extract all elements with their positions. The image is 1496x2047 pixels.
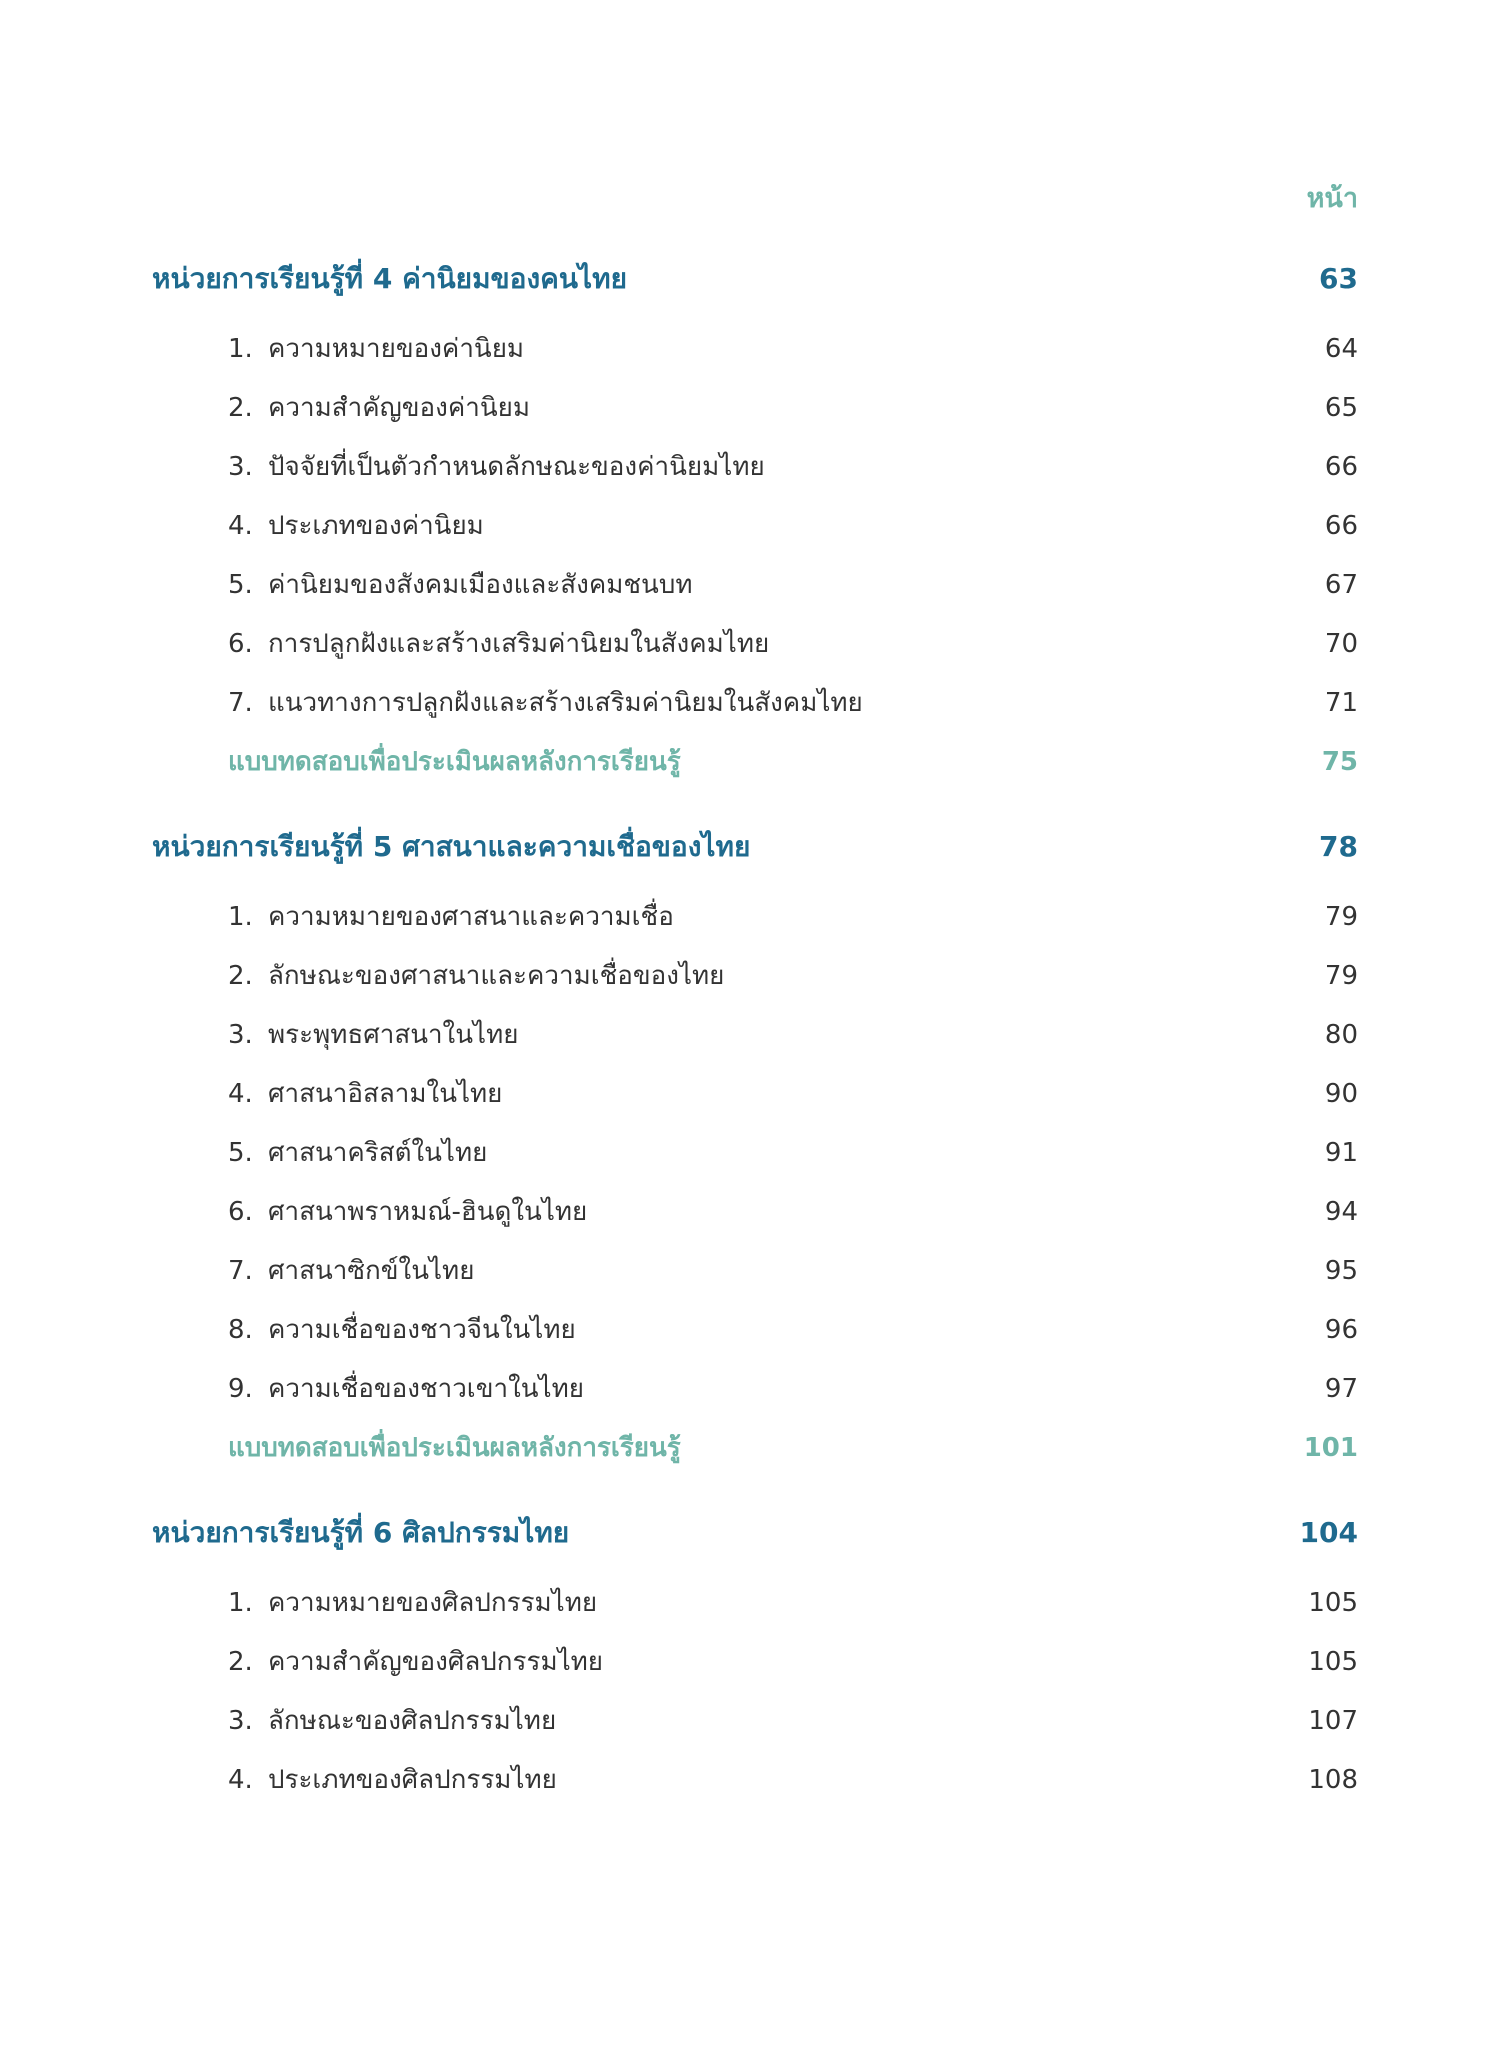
toc-entry[interactable] <box>152 674 1358 733</box>
entry-page: 105 <box>1308 1647 1358 1677</box>
entry-number: 5. <box>228 570 253 600</box>
entry-number: 4. <box>228 1765 253 1795</box>
toc-entry[interactable] <box>152 1751 1358 1810</box>
entry-text: ลักษณะของศิลปกรรมไทย <box>268 1706 557 1736</box>
assessment-page: 75 <box>1321 747 1358 777</box>
unit-title: หน่วยการเรียนรู้ที่ 4 ค่านิยมของคนไทย <box>152 262 627 295</box>
toc-entry[interactable] <box>152 1124 1358 1183</box>
entry-page: 70 <box>1324 629 1358 659</box>
entry-text: แนวทางการปลูกฝังและสร้างเสริมค่านิยมในสังคมไทย <box>268 688 863 718</box>
entry-page: 91 <box>1324 1138 1358 1168</box>
entry-number: 2. <box>228 1647 253 1677</box>
entry-text: ความหมายของค่านิยม <box>268 334 525 364</box>
entry-text: ความเชื่อของชาวจีนในไทย <box>268 1315 576 1345</box>
entry-text: ความสำคัญของศิลปกรรมไทย <box>268 1647 604 1677</box>
unit-title: หน่วยการเรียนรู้ที่ 5 ศาสนาและความเชื่อของไทย <box>152 830 751 863</box>
toc-entry[interactable] <box>152 556 1358 615</box>
entry-number: 3. <box>228 452 253 482</box>
entry-number: 2. <box>228 393 253 423</box>
entry-number: 1. <box>228 334 253 364</box>
entry-text: ความหมายของศิลปกรรมไทย <box>268 1588 598 1618</box>
entry-number: 2. <box>228 961 253 991</box>
entry-page: 90 <box>1324 1079 1358 1109</box>
entry-page: 97 <box>1324 1374 1358 1404</box>
entry-text: ศาสนาอิสลามในไทย <box>268 1079 503 1109</box>
entry-number: 3. <box>228 1020 253 1050</box>
page-column-label: หน้า <box>1306 183 1358 214</box>
entry-page: 65 <box>1324 393 1358 423</box>
unit-5 <box>152 818 1358 1478</box>
entry-page: 67 <box>1324 570 1358 600</box>
assessment-entry[interactable] <box>152 1419 1358 1478</box>
toc-entry[interactable] <box>152 1301 1358 1360</box>
entry-text: ค่านิยมของสังคมเมืองและสังคมชนบท <box>268 570 693 600</box>
toc-entry[interactable] <box>152 1360 1358 1419</box>
toc-entry[interactable] <box>152 1574 1358 1633</box>
entry-number: 1. <box>228 1588 253 1618</box>
entry-number: 6. <box>228 1197 253 1227</box>
entry-page: 95 <box>1324 1256 1358 1286</box>
entry-number: 4. <box>228 1079 253 1109</box>
entry-page: 66 <box>1324 511 1358 541</box>
unit-4 <box>152 250 1358 792</box>
unit-title: หน่วยการเรียนรู้ที่ 6 ศิลปกรรมไทย <box>152 1516 570 1549</box>
toc-entry[interactable] <box>152 1183 1358 1242</box>
unit-page: 63 <box>1319 262 1358 295</box>
toc-entry[interactable] <box>152 615 1358 674</box>
entry-number: 8. <box>228 1315 253 1345</box>
assessment-text: แบบทดสอบเพื่อประเมินผลหลังการเรียนรู้ <box>228 1433 681 1463</box>
entry-number: 7. <box>228 688 253 718</box>
toc-entry[interactable] <box>152 947 1358 1006</box>
entry-number: 3. <box>228 1706 253 1736</box>
entry-page: 105 <box>1308 1588 1358 1618</box>
assessment-entry[interactable] <box>152 733 1358 792</box>
toc-entry[interactable] <box>152 379 1358 438</box>
entry-number: 5. <box>228 1138 253 1168</box>
toc-entry[interactable] <box>152 1006 1358 1065</box>
toc-entry[interactable] <box>152 320 1358 379</box>
toc-entry[interactable] <box>152 1242 1358 1301</box>
table-of-contents <box>152 250 1358 1836</box>
unit-page: 78 <box>1319 830 1358 863</box>
unit-header[interactable] <box>152 818 1358 876</box>
entry-page: 108 <box>1308 1765 1358 1795</box>
unit-header[interactable] <box>152 250 1358 308</box>
entry-text: ศาสนาพราหมณ์-ฮินดูในไทย <box>268 1197 588 1227</box>
entry-page: 96 <box>1324 1315 1358 1345</box>
entry-text: ความเชื่อของชาวเขาในไทย <box>268 1374 584 1404</box>
entry-text: ศาสนาคริสต์ในไทย <box>268 1138 488 1168</box>
assessment-text: แบบทดสอบเพื่อประเมินผลหลังการเรียนรู้ <box>228 747 681 777</box>
entry-number: 9. <box>228 1374 253 1404</box>
toc-entry[interactable] <box>152 888 1358 947</box>
unit-header[interactable] <box>152 1504 1358 1562</box>
unit-6 <box>152 1504 1358 1810</box>
entry-page: 79 <box>1324 961 1358 991</box>
entry-text: พระพุทธศาสนาในไทย <box>268 1020 519 1050</box>
entry-page: 79 <box>1324 902 1358 932</box>
entry-number: 6. <box>228 629 253 659</box>
entry-number: 7. <box>228 1256 253 1286</box>
entry-page: 71 <box>1324 688 1358 718</box>
toc-entry[interactable] <box>152 1065 1358 1124</box>
toc-entry[interactable] <box>152 1692 1358 1751</box>
entry-number: 4. <box>228 511 253 541</box>
entry-page: 94 <box>1324 1197 1358 1227</box>
toc-entry[interactable] <box>152 497 1358 556</box>
entry-page: 64 <box>1324 334 1358 364</box>
toc-entry[interactable] <box>152 438 1358 497</box>
entry-page: 107 <box>1308 1706 1358 1736</box>
entry-text: ลักษณะของศาสนาและความเชื่อของไทย <box>268 961 725 991</box>
entry-text: ความสำคัญของค่านิยม <box>268 393 530 423</box>
entry-number: 1. <box>228 902 253 932</box>
entry-page: 66 <box>1324 452 1358 482</box>
entry-text: การปลูกฝังและสร้างเสริมค่านิยมในสังคมไทย <box>268 629 770 659</box>
toc-entry[interactable] <box>152 1633 1358 1692</box>
entry-text: ความหมายของศาสนาและความเชื่อ <box>268 902 674 932</box>
entry-text: ศาสนาซิกข์ในไทย <box>268 1256 475 1286</box>
entry-page: 80 <box>1324 1020 1358 1050</box>
entry-text: ประเภทของค่านิยม <box>268 511 484 541</box>
entry-text: ประเภทของศิลปกรรมไทย <box>268 1765 557 1795</box>
unit-page: 104 <box>1299 1516 1358 1549</box>
assessment-page: 101 <box>1303 1433 1358 1463</box>
entry-text: ปัจจัยที่เป็นตัวกำหนดลักษณะของค่านิยมไทย <box>268 452 765 482</box>
